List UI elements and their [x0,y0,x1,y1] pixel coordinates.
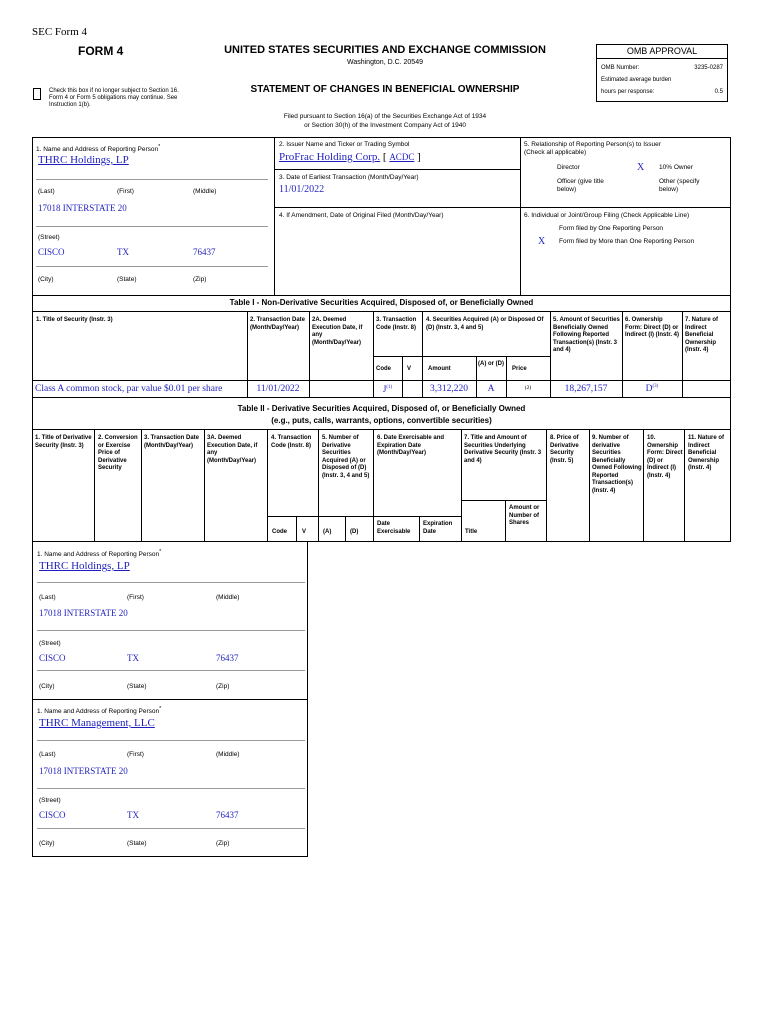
omb-approval-box [596,44,728,102]
reporting-person-block-2: 1. Name and Address of Reporting Person* THRC Management, LLC (Last) (First) (Middle) 17018 INTERSTATE 20 (Street) CISCO TX 76437 (City) (State) (Zip) [32,699,308,857]
more-persons-label: Form filed by More than One Reporting Person [559,238,695,245]
zip-value: 76437 [193,247,216,257]
box5-label1: 5. Relationship of Reporting Person(s) to Issuer [524,141,661,148]
reporting-person-block-1: 1. Name and Address of Reporting Person* THRC Holdings, LP (Last) (First) (Middle) 17018 INTERSTATE 20 (Street) CISCO TX 76437 (City) (State) (Zip) [32,542,308,700]
t1-h5: 5. Amount of Securities Beneficially Owned Following Reported Transaction(s) (Instr. 3 and 4) [553,317,620,353]
table2-title: Table II - Derivative Securities Acquired, Disposed of, or Beneficially Owned [237,404,526,413]
transaction-date: 11/01/2022 [256,384,300,394]
filed-pursuant-line1: Filed pursuant to Section 16(a) of the Securities Exchange Act of 1934 [283,113,487,120]
t2-sub-code: Code [272,529,287,535]
t2-h2: 2. Conversion or Exercise Price of Derivative Security [98,435,138,471]
transaction-code: $J^{(1)}$ [382,384,393,394]
t1-h1: 1. Title of Security (Instr. 3) [36,317,113,323]
t2-sub-expiration: Expiration Date [423,521,453,535]
t2-h8: 8. Price of Derivative Security (Instr. 5) [550,435,579,464]
director-label: Director [557,164,580,171]
t2-sub-amount: Amount or Number of Shares [509,505,540,526]
t1-sub-aord: (A) or (D) [478,361,504,367]
transaction-amount: 3,312,220 [430,384,468,394]
table2-subtitle: (e.g., puts, calls, warrants, options, convertible securities) [271,416,492,425]
form-title: FORM 4 [78,44,124,58]
box2-label: 2. Issuer Name and Ticker or Trading Symbol [279,141,410,148]
box5-label2: (Check all applicable) [524,149,587,156]
t1-h7: 7. Nature of Indirect Beneficial Ownership (Instr. 4) [685,317,719,353]
t1-h2a: 2A. Deemed Execution Date, if any (Month/Day/Year) [312,317,363,346]
issuer-name[interactable]: ProFrac Holding Corp. [279,151,381,163]
amount-owned: 18,267,157 [564,384,608,394]
other-label: Other (specify below) [659,178,700,193]
person1-name[interactable]: THRC Holdings, LP [39,560,130,572]
acquired-or-disposed: A [487,384,495,394]
street-value: 17018 INTERSTATE 20 [38,203,127,213]
t2-h9: 9. Number of derivative Securities Beneficially Owned Following Reported Transaction(s) (Instr. 4) [592,435,642,494]
officer-label: Officer (give title below) [557,178,604,193]
no-longer-subject-checkbox[interactable] [33,88,41,100]
t2-sub-v: V [302,529,307,535]
t1-sub-v: V [407,366,412,372]
t2-h11: 11. Nature of Indirect Beneficial Ownership (Instr. 4) [688,435,725,471]
zip-label: (Zip) [193,276,207,283]
state-value: TX [117,247,129,257]
t2-h1: 1. Title of Derivative Security (Instr. 3) [35,435,92,449]
ten-percent-owner-mark: X [637,162,645,173]
omb-burden-label: Estimated average burden [601,77,672,83]
earliest-transaction-date: 11/01/2022 [279,184,325,195]
t2-h10: 10. Ownership Form: Direct (D) or Indirect (I) (Instr. 4) [647,435,683,479]
t1-h3: 3. Transaction Code (Instr. 8) [376,317,417,331]
filed-pursuant-line2: or Section 30(h) of the Investment Company Act of 1940 [304,122,466,129]
middle-label: (Middle) [193,188,217,195]
table1-title: Table I - Non-Derivative Securities Acquired, Disposed of, or Beneficially Owned [229,298,534,307]
box6-label: 6. Individual or Joint/Group Filing (Check Applicable Line) [524,212,690,219]
one-person-label: Form filed by One Reporting Person [559,225,664,232]
statement-title: STATEMENT OF CHANGES IN BENEFICIAL OWNERSHIP [250,84,520,95]
box3-label: 3. Date of Earliest Transaction (Month/Day/Year) [279,174,419,181]
t2-h6: 6. Date Exercisable and Expiration Date (Month/Day/Year) [377,435,445,456]
t2-sub-exercisable: Date Exercisable [377,521,411,535]
t2-sub-d: (D) [350,529,359,535]
issuer-line: ProFrac Holding Corp. [ ACDC ] [279,151,421,163]
omb-hours-value: 0.5 [714,89,723,95]
t2-sub-a: (A) [323,529,332,535]
ownership-form: $D^{(3)}$ [645,384,659,395]
t1-sub-code: Code [376,366,391,372]
t2-h7: 7. Title and Amount of Securities Underlying Derivative Security (Instr. 3 and 4) [464,435,542,464]
reporting-person-name[interactable]: THRC Holdings, LP [38,154,129,166]
t1-h4: 4. Securities Acquired (A) or Disposed Of (D) (Instr. 3, 4 and 5) [426,317,544,331]
t1-sub-amount: Amount [428,366,451,372]
t2-h3a: 3A. Deemed Execution Date, if any (Month/Day/Year) [207,435,258,464]
street-label: (Street) [38,234,60,241]
agency-title: UNITED STATES SECURITIES AND EXCHANGE COMMISSION [224,44,546,56]
city-label: (City) [38,276,54,283]
box4-label: 4. If Amendment, Date of Original Filed (Month/Day/Year) [279,212,444,219]
t2-sub-title: Title [465,529,478,535]
omb-number-label: OMB Number: [601,65,640,71]
omb-hours-label: hours per response: [601,89,655,95]
ten-percent-owner-label: 10% Owner [659,164,693,171]
checkbox-instruction: Check this box if no longer subject to Section 16. Form 4 or Form 5 obligations may continue. See Instruction 1(b). [49,88,179,108]
t1-h6: 6. Ownership Form: Direct (D) or Indirect (I) (Instr. 4) [625,317,680,338]
person2-name[interactable]: THRC Management, LLC [39,717,155,729]
first-label: (First) [117,188,134,195]
security-title: Class A common stock, par value $0.01 per share [35,384,223,394]
box1-label: 1. Name and Address of Reporting Person* [36,144,161,154]
t1-sub-price: Price [512,366,527,372]
more-persons-mark: X [538,236,546,247]
state-label: (State) [117,276,137,283]
t2-h5: 5. Number of Derivative Securities Acquired (A) or Disposed of (D) (Instr. 3, 4 and 5) [322,435,370,479]
agency-location: Washington, D.C. 20549 [346,59,423,66]
omb-number-value: 3235-0287 [694,65,723,71]
issuer-ticker[interactable]: ACDC [389,152,415,162]
last-label: (Last) [38,188,55,195]
price-footnote: (2) [524,385,532,391]
t1-h2: 2. Transaction Date (Month/Day/Year) [250,317,306,331]
sec-form-label: SEC Form 4 [32,26,88,38]
city-value: CISCO [38,247,65,257]
t2-h3: 3. Transaction Date (Month/Day/Year) [144,435,200,449]
t2-h4: 4. Transaction Code (Instr. 8) [271,435,312,449]
omb-title: OMB APPROVAL [597,45,727,59]
